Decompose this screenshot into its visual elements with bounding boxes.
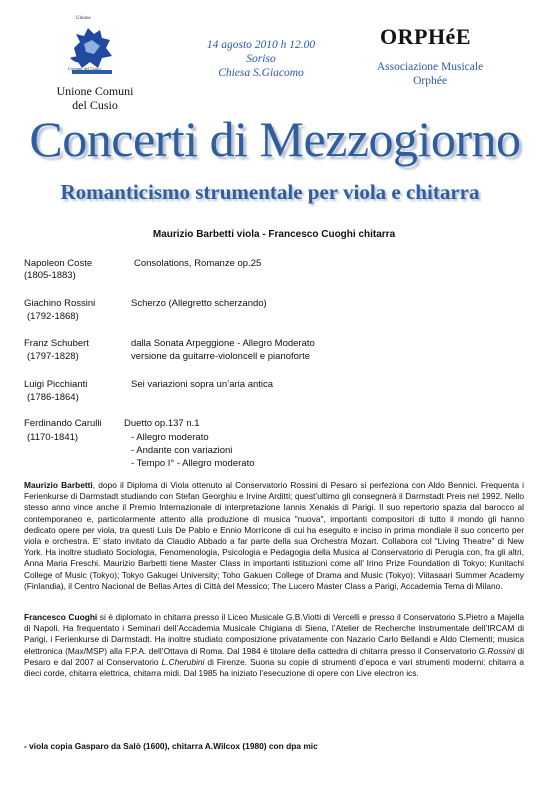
- instruments-note: - viola copia Gasparo da Salò (1600), chitarra A.Wilcox (1980) con dpa mic: [24, 741, 318, 751]
- event-place: Soriso: [246, 53, 276, 65]
- program-years: (1170-1841): [27, 432, 79, 443]
- program-work: Consolations, Romanze op.25: [134, 258, 262, 269]
- program-work: Scherzo (Allegretto scherzando): [131, 298, 267, 309]
- program-composer: Luigi Picchianti: [24, 379, 88, 390]
- event-date: 14 agosto 2010 h 12.00: [206, 39, 316, 51]
- bio-text: di Firenze. Suona su copie di strumenti d’epoca e vari strumenti moderni: chitarra a dieci corde, chitarra elettrica, chitarra midi. Dal 1985 ha iniziato l’esecuzione di opere con Live electron ics.: [24, 656, 524, 679]
- program-composer: Napoleon Coste: [24, 258, 93, 269]
- bio-italic: L.Cherubini: [161, 656, 205, 667]
- bio-text: si è diplomato in chitarra presso il Liceo Musicale G.B.Viotti di Vercelli e presso il Conservatorio S.Pietro a Majella di Napoli. Ha frequentato i Seminari dell’Accademia Musicale Chigiana di Siena, l’Atelier de Recherche Instrumentale dell’IRCAM di Parigi, i Ferienkurse di Darmstadt. Ha inoltre studiato composizione privatamente con Nazario Carlo Bellandi e Aldo Clementi; musica elettronica (Max/MSP) alla F.P.A. dell’Ottava di Roma. Dal 1984 è titolare della cattedra di chitarra presso il Conservatorio: [24, 612, 524, 656]
- program-work: - Andante con variazioni: [131, 445, 233, 456]
- program-years: (1797-1828): [27, 351, 79, 362]
- performers-line: Maurizio Barbetti viola - Francesco Cuoghi chitarra: [152, 229, 396, 240]
- right-org-line1: Associazione Musicale: [376, 61, 484, 73]
- event-venue: Chiesa S.Giacomo: [218, 67, 304, 79]
- right-organization-name: [370, 60, 490, 88]
- program-work: Duetto op.137 n.1: [124, 418, 200, 429]
- bio-italic: G.Rossini: [478, 645, 515, 656]
- bio-text: , dopo il Diploma di Viola ottenuto al Conservatorio Rossini di Pesaro si perfeziona con Aldo Bennici. Frequenta i Ferienkurse di Darmstadt studiando con Stefan Georghiu e Irvine Arditti; quest’ultimo gli consegnerà il Darmstadt Preis nel 1992. Nello stesso anno vince anche il Premio Internazionale di interpretazione Iannis Xenakis di Parigi. Il suo repertorio spazia dal barocco al contemporaneo e, particolarmente attento alla produzione di musica "nuova", importanti compositori di tutto il mondo gli hanno dedicato opere per viola, tra questi Luis De Pablo e Ennio Morricone di cui ha eseguito e inciso in prima mondiale il suo concerto per viola e orchestra. E’ stato invitato da Claudio Abbado a far parte della sua Orchestra Mozart. Collabora col “Living Theatre” di New York. Ha inoltre studiato Sociologia, Fenomenologia, Psicologia e Pedagogia della Musica al Conservatorio di Perugia con, fra gli altri, Anna Maria Freschi. Maurizio Barbetti tiene Master Class in importanti istituzioni come all’ Irino Prize Foundation di Tokyo; Kunitachi College of Music (Tokyo); Tokyo Gakugei University; Toho Gakuen College of Drama and Music (Tokyo); Viitasaari Summer Academy (Finlandia), il Centro Nacional de Bellas Artes di Città del Messico; The Lucero Master Class a Parigi, Accademia Tema di Milano.: [24, 480, 524, 591]
- biography-barbetti: [24, 480, 524, 592]
- program-work: - Tempo I° - Allegro moderato: [131, 458, 255, 469]
- orphee-logo: ORPHéE: [380, 24, 471, 49]
- program-composer: Giachino Rossini: [24, 298, 96, 309]
- program-work: versione da guitarre-violoncell e pianoforte: [131, 351, 311, 362]
- program-composer: Franz Schubert: [24, 338, 89, 349]
- bio-text: di Pesaro e dal 2007 al Conservatorio: [24, 645, 524, 667]
- page-title: Concerti di Mezzogiorno: [29, 111, 521, 167]
- program-work: Sei variazioni sopra un’aria antica: [131, 379, 274, 390]
- bio-name: Maurizio Barbetti: [24, 480, 93, 490]
- left-org-line1: Unione Comuni: [56, 84, 134, 98]
- program-years: (1805-1883): [24, 270, 76, 281]
- program-years: (1786-1864): [27, 392, 79, 403]
- biography-cuoghi: [24, 612, 524, 679]
- left-organization-name: [40, 84, 150, 112]
- bio-name: Francesco Cuoghi: [24, 612, 98, 622]
- program-composer: Ferdinando Carulli: [24, 418, 102, 429]
- left-org-line2: del Cusio: [72, 98, 118, 112]
- program-years: (1792-1868): [27, 311, 79, 322]
- program-work: - Allegro moderato: [131, 432, 209, 443]
- logo-caption-bottom: Comuni del Cusio: [68, 66, 101, 71]
- event-info: [196, 38, 326, 80]
- page-subtitle: Romanticismo strumentale per viola e chitarra: [60, 180, 480, 204]
- program-work: dalla Sonata Arpeggione - Allegro Moderato: [131, 338, 315, 349]
- right-org-line2: Orphée: [413, 75, 447, 87]
- logo-caption-top: Unione: [76, 16, 91, 21]
